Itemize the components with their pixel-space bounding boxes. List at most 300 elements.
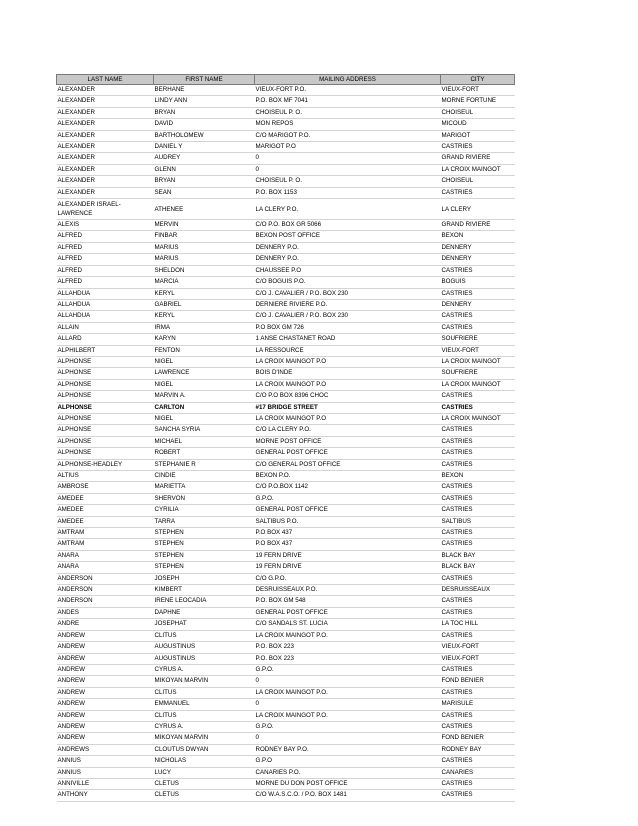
first-name-cell: IRMA [154,322,255,333]
mailing-address-cell: BEXON P.O. [255,471,441,482]
first-name-cell: MARCIA [154,277,255,288]
last-name-cell: ALPHONSE [57,368,154,379]
mailing-address-cell: C/O J. CAVALIER / P.O. BOX 230 [255,288,441,299]
mailing-address-cell: P.O. BOX 223 [255,642,441,653]
city-cell: CHOISEUL [441,107,515,118]
first-name-cell: NIGEL [154,379,255,390]
first-name-cell: CLOUTUS DWYAN [154,744,255,755]
first-name-cell: CARLTON [154,402,255,413]
last-name-cell: ANDES [57,607,154,618]
table-row [57,767,515,778]
table-row [57,710,515,721]
table-row [57,187,515,198]
column-header-mailing-address: MAILING ADDRESS [255,75,441,85]
city-cell: CASTRIES [441,402,515,413]
mailing-address-cell: MORNE POST OFFICE [255,436,441,447]
last-name-cell: ANDREW [57,653,154,664]
first-name-cell: KERYL [154,288,255,299]
first-name-cell: FINBAR [154,231,255,242]
mailing-address-cell: 19 FERN DRIVE [255,562,441,573]
city-cell: CASTRIES [441,630,515,641]
city-cell: RODNEY BAY [441,744,515,755]
mailing-address-cell: MORNE DU DON POST OFFICE [255,778,441,789]
last-name-cell: AMEDEE [57,493,154,504]
first-name-cell: FENTON [154,345,255,356]
city-cell: CASTRIES [441,528,515,539]
last-name-cell: ANDREW [57,721,154,732]
first-name-cell: GABRIEL [154,299,255,310]
mailing-address-cell: LA RESSOURCE [255,345,441,356]
last-name-cell: AMEDEE [57,505,154,516]
city-cell: MORNE FORTUNE [441,96,515,107]
last-name-cell: ALPHONSE [57,379,154,390]
table-row [57,368,515,379]
table-row [57,413,515,424]
first-name-cell: MERVIN [154,220,255,231]
mailing-address-cell: C/O SANDALS ST. LUCIA [255,619,441,630]
mailing-address-cell: C/O W.A.S.C.O. / P.O. BOX 1481 [255,790,441,801]
last-name-cell: ALLAHDUA [57,311,154,322]
first-name-cell: KIMBERT [154,585,255,596]
mailing-list-table [56,74,515,802]
first-name-cell: CLITUS [154,687,255,698]
table-row [57,299,515,310]
city-cell: CASTRIES [441,790,515,801]
city-cell: BOGUIS [441,277,515,288]
mailing-address-cell: GENERAL POST OFFICE [255,607,441,618]
first-name-cell: LUCY [154,767,255,778]
first-name-cell: JOSEPH [154,573,255,584]
city-cell: BLACK BAY [441,562,515,573]
mailing-address-cell: DESRUISSEAUX P.O. [255,585,441,596]
city-cell: CASTRIES [441,187,515,198]
table-row [57,471,515,482]
mailing-address-cell: LA CROIX MAINGOT P.O. [255,710,441,721]
last-name-cell: ANNIUS [57,767,154,778]
mailing-address-cell: LA CROIX MAINGOT P.O. [255,630,441,641]
table-row [57,220,515,231]
city-cell: BEXON [441,231,515,242]
last-name-cell: ALFRED [57,242,154,253]
mailing-address-cell: LA CROIX MAINGOT P.O [255,413,441,424]
first-name-cell: CLETUS [154,778,255,789]
city-cell: CASTRIES [441,448,515,459]
city-cell: DENNERY [441,242,515,253]
city-cell: LA TOC HILL [441,619,515,630]
spreadsheet-page [56,74,514,802]
last-name-cell: ANNIUS [57,756,154,767]
last-name-cell: ALLAHDUA [57,299,154,310]
city-cell: VIEUX-FORT [441,653,515,664]
table-row [57,231,515,242]
table-row [57,448,515,459]
city-cell: CASTRIES [441,391,515,402]
table-row [57,311,515,322]
first-name-cell: ROBERT [154,448,255,459]
table-row [57,265,515,276]
mailing-address-cell: CHOISEUL P. O. [255,176,441,187]
city-cell: CASTRIES [441,142,515,153]
table-row [57,334,515,345]
first-name-cell: STEPHEN [154,562,255,573]
first-name-cell: LAWRENCE [154,368,255,379]
last-name-cell: ALEXANDER [57,107,154,118]
table-row [57,642,515,653]
city-cell: CASTRIES [441,425,515,436]
first-name-cell: MICHAEL [154,436,255,447]
first-name-cell: AUGUSTINUS [154,642,255,653]
city-cell: VIEUX-FORT [441,345,515,356]
mailing-address-cell: CHOISEUL P. O. [255,107,441,118]
first-name-cell: EMMANUEL [154,699,255,710]
first-name-cell: STEPHANIE R [154,459,255,470]
first-name-cell: MARIETTA [154,482,255,493]
first-name-cell: BRYAN [154,176,255,187]
table-row [57,550,515,561]
last-name-cell: ALPHONSE [57,436,154,447]
last-name-cell: AMTRAM [57,528,154,539]
first-name-cell: GLENN [154,164,255,175]
last-name-cell: ANDREW [57,710,154,721]
table-row [57,790,515,801]
last-name-cell: ALLAHDUA [57,288,154,299]
table-row [57,130,515,141]
table-row [57,516,515,527]
mailing-address-cell: BEXON POST OFFICE [255,231,441,242]
mailing-address-cell: 1 ANSE CHASTANET ROAD [255,334,441,345]
mailing-address-cell: G.P.O [255,756,441,767]
last-name-cell: ANDERSON [57,585,154,596]
table-row [57,573,515,584]
mailing-address-cell: C/O G.P.O. [255,573,441,584]
city-cell: CASTRIES [441,596,515,607]
mailing-address-cell: P.O. BOX GM 548 [255,596,441,607]
first-name-cell: STEPHEN [154,550,255,561]
table-row [57,493,515,504]
last-name-cell: ALLARD [57,334,154,345]
city-cell: LA CROIX MAINGOT [441,379,515,390]
table-row [57,85,515,96]
mailing-address-cell: 0 [255,153,441,164]
first-name-cell: NIGEL [154,413,255,424]
table-row [57,653,515,664]
city-cell: CASTRIES [441,482,515,493]
first-name-cell: CINDIE [154,471,255,482]
last-name-cell: ALPHONSE [57,448,154,459]
table-row [57,630,515,641]
table-row [57,607,515,618]
last-name-cell: ALEXIS [57,220,154,231]
table-row [57,482,515,493]
table-body [57,85,515,802]
table-row [57,619,515,630]
mailing-address-cell: LA CROIX MAINGOT P.O. [255,687,441,698]
mailing-address-cell: 0 [255,733,441,744]
table-row [57,585,515,596]
mailing-address-cell: C/O MARIGOT P.O. [255,130,441,141]
mailing-address-cell: RODNEY BAY P.O. [255,744,441,755]
city-cell: CASTRIES [441,687,515,698]
last-name-cell: ANDRE [57,619,154,630]
first-name-cell: MIKOYAN MARVIN [154,676,255,687]
first-name-cell: IRENE LEOCADIA [154,596,255,607]
mailing-address-cell: 0 [255,699,441,710]
mailing-address-cell: G.P.O. [255,493,441,504]
city-cell: LA CROIX MAINGOT [441,356,515,367]
table-row [57,119,515,130]
last-name-cell: ALPHONSE [57,425,154,436]
first-name-cell: SEAN [154,187,255,198]
table-row [57,505,515,516]
last-name-cell: ALFRED [57,231,154,242]
mailing-address-cell: 0 [255,164,441,175]
first-name-cell: KARYN [154,334,255,345]
mailing-address-cell: 0 [255,676,441,687]
table-row [57,277,515,288]
last-name-cell: AMBROSE [57,482,154,493]
first-name-cell: CLITUS [154,710,255,721]
city-cell: FOND BENIER [441,733,515,744]
first-name-cell: STEPHEN [154,528,255,539]
table-row [57,288,515,299]
city-cell: VIEUX-FORT [441,642,515,653]
table-row [57,107,515,118]
table-row [57,254,515,265]
first-name-cell: BRYAN [154,107,255,118]
mailing-address-cell: DERNIERE RIVIERE P.O. [255,299,441,310]
city-cell: CASTRIES [441,664,515,675]
last-name-cell: ANDREW [57,699,154,710]
first-name-cell: SHERVON [154,493,255,504]
city-cell: BLACK BAY [441,550,515,561]
last-name-cell: ALEXANDER [57,187,154,198]
city-cell: CASTRIES [441,459,515,470]
city-cell: SALTIBUS [441,516,515,527]
city-cell: GRAND RIVIERE [441,153,515,164]
table-row [57,153,515,164]
mailing-address-cell: G.P.O. [255,664,441,675]
city-cell: MARISULE [441,699,515,710]
city-cell: MICOUD [441,119,515,130]
mailing-address-cell: CHAUSSEE P.O [255,265,441,276]
table-row [57,164,515,175]
table-row [57,199,515,220]
first-name-cell: CLETUS [154,790,255,801]
first-name-cell: JOSEPHAT [154,619,255,630]
table-row [57,539,515,550]
city-cell: CASTRIES [441,265,515,276]
last-name-cell: ALEXANDER [57,153,154,164]
mailing-address-cell: GENERAL POST OFFICE [255,505,441,516]
last-name-cell: ALPHONSE [57,356,154,367]
table-row [57,391,515,402]
first-name-cell: CYRUS A. [154,721,255,732]
first-name-cell: SHELDON [154,265,255,276]
first-name-cell: LINDY ANN [154,96,255,107]
first-name-cell: DANIEL Y [154,142,255,153]
mailing-address-cell: P.O BOX 437 [255,539,441,550]
last-name-cell: ANDREW [57,642,154,653]
table-row [57,96,515,107]
table-row [57,242,515,253]
mailing-address-cell: C/O P.O.BOX 1142 [255,482,441,493]
city-cell: CASTRIES [441,311,515,322]
mailing-address-cell: MARIGOT P.O [255,142,441,153]
mailing-address-cell: C/O LA CLERY P.O. [255,425,441,436]
mailing-address-cell: G.P.O. [255,721,441,732]
first-name-cell: CYRILIA [154,505,255,516]
city-cell: CASTRIES [441,322,515,333]
last-name-cell: AMEDEE [57,516,154,527]
city-cell: FOND BENIER [441,676,515,687]
table-row [57,721,515,732]
first-name-cell: NIGEL [154,356,255,367]
mailing-address-cell: C/O GENERAL POST OFFICE [255,459,441,470]
last-name-cell: ALEXANDER [57,130,154,141]
city-cell: DENNERY [441,299,515,310]
last-name-cell: ALEXANDER [57,96,154,107]
last-name-cell: ANDERSON [57,573,154,584]
last-name-cell: ANDREW [57,687,154,698]
last-name-cell: ALTIUS [57,471,154,482]
city-cell: VIEUX-FORT [441,85,515,96]
mailing-address-cell: GENERAL POST OFFICE [255,448,441,459]
table-row [57,402,515,413]
last-name-cell: ALPHONSE [57,413,154,424]
last-name-cell: ANDREW [57,733,154,744]
first-name-cell: MIKOYAN MARVIN [154,733,255,744]
city-cell: MARIGOT [441,130,515,141]
mailing-address-cell: C/O P.O. BOX GR 5066 [255,220,441,231]
first-name-cell: STEPHEN [154,539,255,550]
mailing-address-cell: MON REPOS [255,119,441,130]
first-name-cell: DAPHNE [154,607,255,618]
mailing-address-cell: DENNERY P.O. [255,242,441,253]
first-name-cell: KERYL [154,311,255,322]
first-name-cell: NICHOLAS [154,756,255,767]
last-name-cell: ALFRED [57,265,154,276]
first-name-cell: SANCHA SYRIA [154,425,255,436]
city-cell: CASTRIES [441,493,515,504]
last-name-cell: ANARA [57,550,154,561]
table-row [57,733,515,744]
table-row [57,425,515,436]
mailing-address-cell: SALTIBUS P.O. [255,516,441,527]
last-name-cell: ALLAIN [57,322,154,333]
mailing-address-cell: LA CROIX MAINGOT P.O [255,356,441,367]
first-name-cell: MARIUS [154,254,255,265]
last-name-cell: ALPHONSE [57,402,154,413]
mailing-address-cell: VIEUX-FORT P.O. [255,85,441,96]
last-name-cell: ALFRED [57,277,154,288]
first-name-cell: TARRA [154,516,255,527]
last-name-cell: ALFRED [57,254,154,265]
table-row [57,744,515,755]
last-name-cell: ALEXANDER [57,119,154,130]
first-name-cell: ATHENEE [154,199,255,220]
first-name-cell: CLITUS [154,630,255,641]
city-cell: CASTRIES [441,573,515,584]
mailing-address-cell: P.O BOX GM 726 [255,322,441,333]
last-name-cell: ANDREW [57,630,154,641]
first-name-cell: BARTHOLOMEW [154,130,255,141]
city-cell: LA CROIX MAINGOT [441,413,515,424]
table-row [57,345,515,356]
city-cell: DENNERY [441,254,515,265]
table-row [57,528,515,539]
first-name-cell: MARVIN A. [154,391,255,402]
column-header-first-name: FIRST NAME [154,75,255,85]
city-cell: CASTRIES [441,539,515,550]
last-name-cell: ALEXANDER [57,176,154,187]
city-cell: SOUFRIERE [441,368,515,379]
city-cell: DESRUISSEAUX [441,585,515,596]
mailing-address-cell: #17 BRIDGE STREET [255,402,441,413]
first-name-cell: AUDREY [154,153,255,164]
city-cell: CHOISEUL [441,176,515,187]
table-row [57,176,515,187]
last-name-cell: ALPHONSE-HEADLEY [57,459,154,470]
city-cell: CASTRIES [441,756,515,767]
city-cell: LA CROIX MAINGOT [441,164,515,175]
mailing-address-cell: P.O BOX 437 [255,528,441,539]
table-row [57,562,515,573]
city-cell: SOUFRIERE [441,334,515,345]
mailing-address-cell: P.O. BOX 223 [255,653,441,664]
city-cell: CASTRIES [441,288,515,299]
mailing-address-cell: P.O. BOX 1153 [255,187,441,198]
last-name-cell: ALEXANDER [57,142,154,153]
table-row [57,676,515,687]
mailing-address-cell: LA CROIX MAINGOT P.O [255,379,441,390]
city-cell: CASTRIES [441,607,515,618]
header-row [57,75,515,85]
table-row [57,322,515,333]
last-name-cell: ALPHILBERT [57,345,154,356]
table-row [57,379,515,390]
table-row [57,664,515,675]
column-header-city: CITY [441,75,515,85]
city-cell: CASTRIES [441,436,515,447]
last-name-cell: ALEXANDER [57,164,154,175]
table-row [57,699,515,710]
city-cell: CASTRIES [441,721,515,732]
mailing-address-cell: LA CLERY P.O. [255,199,441,220]
city-cell: CASTRIES [441,505,515,516]
last-name-cell: AMTRAM [57,539,154,550]
mailing-address-cell: CANARIES P.O. [255,767,441,778]
table-row [57,356,515,367]
last-name-cell: ANDERSON [57,596,154,607]
mailing-address-cell: C/O BOGUIS P.O. [255,277,441,288]
table-row [57,778,515,789]
city-cell: LA CLERY [441,199,515,220]
mailing-address-cell: DENNERY P.O. [255,254,441,265]
last-name-cell: ANDREW [57,664,154,675]
table-row [57,756,515,767]
table-row [57,459,515,470]
table-row [57,687,515,698]
city-cell: CANARIES [441,767,515,778]
first-name-cell: BERHANE [154,85,255,96]
first-name-cell: AUGUSTINUS [154,653,255,664]
mailing-address-cell: C/O J. CAVALIER / P.O. BOX 230 [255,311,441,322]
city-cell: CASTRIES [441,778,515,789]
mailing-address-cell: BOIS D'INDE [255,368,441,379]
first-name-cell: MARIUS [154,242,255,253]
first-name-cell: CYRUS A. [154,664,255,675]
city-cell: CASTRIES [441,710,515,721]
